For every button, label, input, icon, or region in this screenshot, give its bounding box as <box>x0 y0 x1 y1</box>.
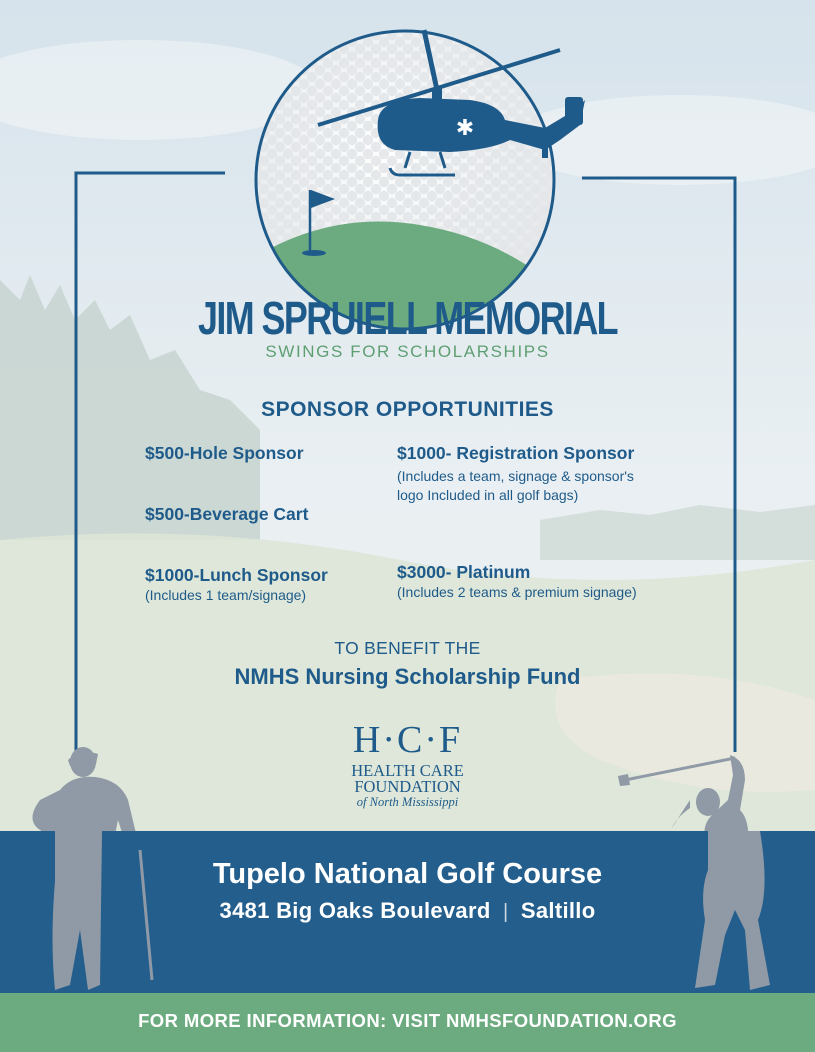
hcf-line-1: HEALTH CARE <box>351 761 464 780</box>
footer-info: FOR MORE INFORMATION: VISIT NMHSFOUNDATION.ORG <box>138 1010 677 1031</box>
sponsor-lunch-note: (Includes 1 team/signage) <box>145 587 307 603</box>
sponsor-platinum: $3000- Platinum <box>397 562 531 582</box>
event-subtitle: SWINGS FOR SCHOLARSHIPS <box>265 342 550 361</box>
venue-city: Saltillo <box>520 898 596 923</box>
event-title: JIM SPRUIELL MEMORIAL <box>197 292 618 344</box>
sponsor-beverage-cart: $500-Beverage Cart <box>145 504 309 524</box>
sponsor-registration-note-1: (Includes a team, signage & sponsor's <box>397 468 634 484</box>
venue-separator: | <box>503 901 509 923</box>
sponsor-heading: SPONSOR OPPORTUNITIES <box>261 398 554 421</box>
sponsor-lunch: $1000-Lunch Sponsor <box>145 565 328 585</box>
sponsor-registration: $1000- Registration Sponsor <box>397 443 635 463</box>
svg-text:✱: ✱ <box>455 116 475 141</box>
hcf-line-3: of North Mississippi <box>356 795 459 809</box>
hcf-mark: H·C·F <box>352 719 463 761</box>
venue-address: 3481 Big Oaks Boulevard <box>219 898 491 923</box>
sponsor-registration-note-2: logo Included in all golf bags) <box>397 487 579 503</box>
benefit-lead: TO BENEFIT THE <box>334 638 481 658</box>
hcf-line-2: FOUNDATION <box>354 777 461 796</box>
sponsor-hole: $500-Hole Sponsor <box>145 443 304 463</box>
sponsor-platinum-note: (Includes 2 teams & premium signage) <box>397 584 637 600</box>
benefit-fund: NMHS Nursing Scholarship Fund <box>234 664 581 689</box>
venue-name: Tupelo National Golf Course <box>212 858 603 890</box>
venue-address-line <box>0 898 815 924</box>
